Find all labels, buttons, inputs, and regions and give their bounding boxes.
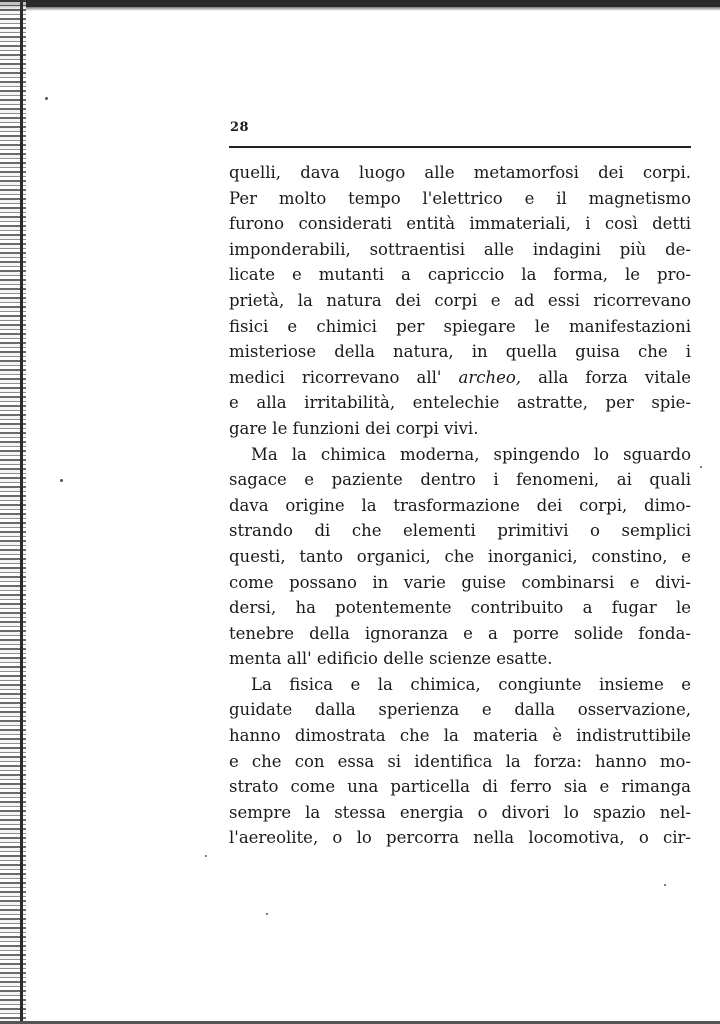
text-line: sempre la stessa energia o divori lo spazio nel- [229,802,691,822]
text-line: Per molto tempo l'elettrico e il magnetismo [229,188,691,208]
text-line: sagace e paziente dentro i fenomeni, ai quali [229,470,691,490]
text-line: menta all' edificio delle scienze esatte. [229,649,553,669]
page-top-shadow [0,7,720,11]
text-line: strando di che elementi primitivi o semplici [229,521,691,541]
text-line: quelli, dava luogo alle metamorfosi dei corpi. [229,163,691,182]
text-line: furono considerati entità immateriali, i così detti [229,214,691,234]
print-speck [664,884,666,886]
text-line: dersi, ha potentemente contribuito a fugar le [229,598,691,618]
text-line: strato come una particella di ferro sia e rimanga [229,777,691,797]
text-line: prietà, la natura dei corpi e ad essi ricorrevano [229,290,691,310]
italic-word: archeo, [458,367,522,387]
text-line: misteriose della natura, in quella guisa che i [229,342,691,362]
text-line: l'aereolite, o lo percorra nella locomotiva, o cir- [229,828,691,848]
text-line: e alla irritabilità, entelechie astratte, per spie- [229,393,691,413]
print-speck [45,97,48,100]
page-top-edge [0,0,720,7]
text-line: licate e mutanti a capriccio la forma, le pro- [229,265,691,285]
text-line: tenebre della ignoranza e a porre solide fonda- [229,623,691,643]
print-speck [266,913,268,915]
text-line: medici ricorrevano all' archeo, alla forza vitale [229,367,692,387]
text-line: gare le funzioni dei corpi vivi. [229,418,479,438]
print-speck [700,466,702,468]
paragraph-start-line: Ma la chimica moderna, spingendo lo sguardo [251,444,691,464]
header-rule [229,146,691,148]
print-speck [60,479,63,482]
text-line: dava origine la trasformazione dei corpi, dimo- [229,495,691,515]
text-line: come possano in varie guise combinarsi e divi- [229,572,691,592]
paragraph-start-line: La fisica e la chimica, congiunte insieme e [251,674,691,694]
text-line: fisici e chimici per spiegare le manifestazioni [229,316,691,336]
body-text [229,160,691,851]
text-line: guidate dalla sperienza e dalla osservazione, [229,700,691,720]
binding-fold-line [20,0,23,1024]
text-line: hanno dimostrata che la materia è indistruttibile [229,726,691,746]
text-line: imponderabili, sottraentisi alle indagini più de- [229,239,691,259]
text-line: e che con essa si identifica la forza: hanno mo- [229,751,691,771]
print-speck [205,855,207,857]
page-number: 28 [230,120,250,135]
text-line: questi, tanto organici, che inorganici, constino, e [229,546,691,566]
